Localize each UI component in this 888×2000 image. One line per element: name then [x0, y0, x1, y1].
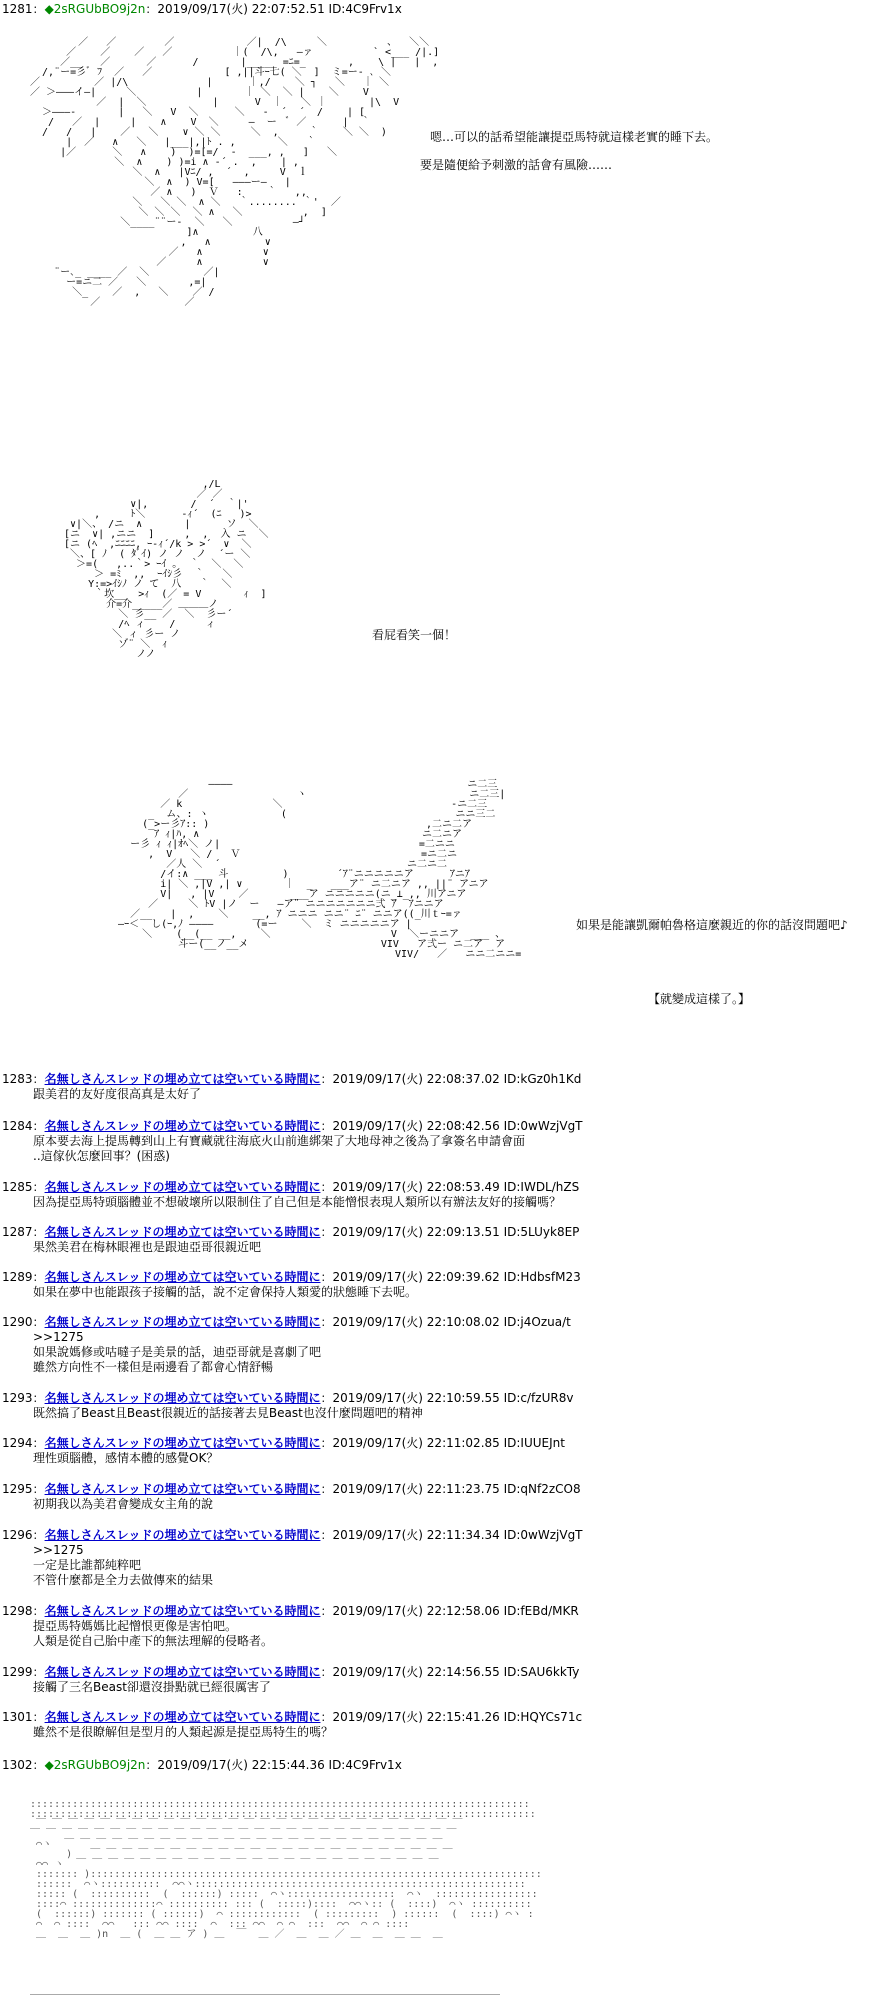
- post-1301: [2, 1710, 882, 1740]
- post-body: 因為提亞馬特頭腦體並不想破壞所以限制住了自己但是本能憎恨表現人類所以有辦法友好的接觸嗎？: [33, 1195, 562, 1209]
- ascii-art-character: ／ ／ ／ ／| /\ ＼ 、 ＼＼ ／ ／ ／ ／ ｜( /\, ―ァ ` <___ /|.] ／__ ／ ／ / |_____ =ﾆ=_ , \ | | , /,¨ー=彡ﾞ ﾌ ／ ／ [ ,||斗ｰ七( ＼ ] ミ=ー- ､ ＼ ／ ／ |/\ | ｜,/ ＼ ┐ ＼ ｜ ＼ ／ ＞―――イ―| ＼ | ｜ ＼ ＼ | ＼ V ／ | ＼ | V ｜ ＼ ｜ |\ V ＞―――- | ＼ V ＼ ＼ - ´ ´ / | [ / ／ | | ∧ V ＼ ― ー ﾞ ／ | ｀ / / | ／ ＼ ∨ ＼ ＼ ＼ , ｀ ＼ ＼ ) | ／ ∧ ＼ |___|,|ﾄ . , ＼ ｀ |／ ＼ ∧ ) )=[=/ - ___, , ] ＼ ＼ ∧ ) )=i ∧ -´ . , | , ＼ ∧ |Vﾆ/ , ´ , V ｌ ＼ ∧ ) V=[ ―――ー― | ／ ∧ ) Ｖ : ｀ ,, ＼ ＼ ＼ ∧ ＼ ｀........ ｀' ／ ＼ ＼ ＼ ＼ ∧ ＼ , ] ＼____¨¨ー- ＼ ＼ ―┘ ]∧ 八 , ∧ ∨ ／ ∧ ∨ ／ ∧ ∨ ¨ー､_ ____ ／ ＼ ／| ー=ニ二 ／ ＼ ,=| ＼_ ／ , ＼ ／ / ／ ／: [30, 37, 440, 308]
- post-number: 1299: [2, 1665, 33, 1679]
- post-number: 1302: [2, 1758, 33, 1772]
- post-header: 1302：◆2sRGUbBO9j2n：2019/09/17(火) 22:15:44.36 ID:4C9Frv1x: [2, 1758, 402, 1772]
- post-header: 1295：名無しさんスレッドの埋め立ては空いている時間に：2019/09/17(火) 22:11:23.75 ID:qNf2zCO8: [2, 1482, 581, 1496]
- post-body: 接觸了三名Beast卻還沒掛點就已經很厲害了: [33, 1680, 271, 1694]
- post-header: 1301：名無しさんスレッドの埋め立ては空いている時間に：2019/09/17(火) 22:15:41.26 ID:HQYCs71c: [2, 1710, 583, 1724]
- post-1290: [2, 1315, 882, 1375]
- ascii-art-explosion: ,/L ／ ／ ∨|, / ´ ｀|' , ﾄ＼ -ｨ´ (ﾆ )> ∨|＼、 /ニ ∧ | ソ ＼ [ニ ∨| ,ニニ ] , , 入 ニ ＼ [ニ (ﾍ ,ﾆﾆﾆﾆ, ｰ-ｨ´/k > >´ ∨ ＼ ＼、[ ﾉ ( ﾀﾞｲ) ノ ノ ノ ´ー ＼ ＞=( ,..｀> ｰｲ ｡ ｀ ＼ ＼ ＞ =ﾐ ,, ｰｲｼ彡 ｀ ＼ Y:=>ｲｼﾉ ノ て 八 ｀ ＼ ｀坎__ >ｨ (／ = V ｨ ] 介=介_____／ ＿＿＿ノ ＼ 彡__ ／ ＼ 彡ー´ /ﾍ ィ / ィ ＼ ィ 彡ー ノ ゾ¨ ＼ ｨ ノノ: [64, 479, 269, 660]
- post-header: 1294：名無しさんスレッドの埋め立ては空いている時間に：2019/09/17(火) 22:11:02.85 ID:IUUEJnt: [2, 1436, 565, 1450]
- post-1283: [2, 1072, 882, 1102]
- author-trip[interactable]: ◆2sRGUbBO9j2n: [44, 2, 146, 16]
- post-1287: [2, 1225, 882, 1255]
- post-meta: ：2019/09/17(火) 22:08:37.02 ID:kGz0h1Kd: [320, 1072, 582, 1086]
- post-1302: [2, 1758, 882, 1773]
- post-body: 如果在夢中也能跟孩子接觸的話，說不定會保持人類愛的狀態睡下去呢。: [33, 1285, 418, 1299]
- post-number: 1289: [2, 1270, 33, 1284]
- post-meta: ：2019/09/17(火) 22:11:02.85 ID:IUUEJnt: [320, 1436, 565, 1450]
- dialogue-line: 要是隨便給予刺激的話會有風險……: [420, 158, 613, 172]
- poster-name[interactable]: 名無しさんスレッドの埋め立ては空いている時間に: [44, 1604, 321, 1618]
- post-number: 1290: [2, 1315, 33, 1329]
- post-header: 1290：名無しさんスレッドの埋め立ては空いている時間に：2019/09/17(火) 22:10:08.02 ID:j4Ozua/t: [2, 1315, 571, 1329]
- post-header: 1299：名無しさんスレッドの埋め立ては空いている時間に：2019/09/17(火) 22:14:56.55 ID:SAU6kkTy: [2, 1665, 580, 1679]
- post-number: 1296: [2, 1528, 33, 1542]
- post-header: 1283：名無しさんスレッドの埋め立ては空いている時間に：2019/09/17(火) 22:08:37.02 ID:kGz0h1Kd: [2, 1072, 582, 1086]
- poster-name[interactable]: 名無しさんスレッドの埋め立ては空いている時間に: [44, 1225, 321, 1239]
- quote-link[interactable]: >>1275: [33, 1330, 84, 1344]
- post-1289: [2, 1270, 882, 1300]
- post-header: 1298：名無しさんスレッドの埋め立ては空いている時間に：2019/09/17(火) 22:12:58.06 ID:fEBd/MKR: [2, 1604, 579, 1618]
- post-1295: [2, 1482, 882, 1512]
- post-number: 1294: [2, 1436, 33, 1450]
- post-meta: ：2019/09/17(火) 22:11:34.34 ID:0wWzjVgT: [320, 1528, 583, 1542]
- post-meta: ：2019/09/17(火) 22:08:53.49 ID:IWDL/hZS: [320, 1180, 580, 1194]
- post-meta: ：2019/09/17(火) 22:14:56.55 ID:SAU6kkTy: [320, 1665, 580, 1679]
- post-1299: [2, 1665, 882, 1695]
- post-1296: [2, 1528, 882, 1588]
- ascii-art-dragon: ―――― ニ二三 ／ ヽ ニ二三| ／ k ＼ -ニ二三 _ ム、: ヽ ( ニニ三二 (_>ー彡ｱ:: ) ,二ニ二ア ｱ ｨ|ﾊ, ∧ ニ二ニア ー彡 ｨ ｨ|ｵﾍ＼ ノ| =二ニニ , V ＼ / Ｖ =ニ二ニ ／人 ＼ ´ ニ二ニ二 /イ:∧ ___ 斗 ) ´ｱ¨ニニニニニア ｱニｱ i| ＼ ,|V ,| ∨ ｜ _ ___ア¨ ニ二ニア ,, ||¨ アニア V| , |V ／ ___ア ニニニニニ(ニ_⊥_,, 川アニア ／ ＼ ﾄV |ノ ー ―ア¨ ニニニニニニニ弍 ｱ ｱニニア ／__ | , ＼ __, ｱ ニニニ ニニ¨ ﾆ¨ ニニア((_川ｔｰ=ァ ―ｰ＜ し(ｰ,ﾉ ―――― (=ー ＼ ミ ニニニニニア | ＼ (__(__ __, ＼ V ＼ーニニア ___ 、 斗ー(__ノ__メ VIV ア弍ー ニ二ア ア VIV/ ／ ニニ二ニニ=: [118, 779, 522, 960]
- post-meta: ：2019/09/17(火) 22:10:08.02 ID:j4Ozua/t: [320, 1315, 571, 1329]
- post-header: 1281：◆2sRGUbBO9j2n：2019/09/17(火) 22:07:52.51 ID:4C9Frv1x: [2, 2, 402, 16]
- post-body: 提亞馬特媽媽比起憎恨更像是害怕吧。 人類是從自己胎中產下的無法理解的侵略者。: [33, 1619, 274, 1648]
- dialogue-line: 嗯…可以的話希望能讓提亞馬特就這樣老實的睡下去。: [430, 130, 719, 144]
- post-meta: ：2019/09/17(火) 22:12:58.06 ID:fEBd/MKR: [320, 1604, 579, 1618]
- post-header: 1285：名無しさんスレッドの埋め立ては空いている時間に：2019/09/17(火) 22:08:53.49 ID:IWDL/hZS: [2, 1180, 580, 1194]
- ascii-art-clouds: ::::::::::::::::::::::::::::::::::::::::::::::::::::::::::::::::::::::::::::::::::: :::::::::::::::::::::::::::::::::::::::::::::::::::::::::::::::::::::::::::::::::::: ￣ ￣ ￣ ￣ ￣ ￣ ￣ ￣ ￣ ￣ ￣ ￣ ￣ ￣ ￣ ￣ ￣ ￣ ￣ ￣ ￣ ￣ ￣ ￣ ￣ ￣ ￣ ￣ ￣ ￣ ￣ ￣ ￣ ￣ ￣ ￣ ￣ ￣ ￣ ￣ ￣ ￣ ￣ ￣ ￣ ￣ ￣ ￣ ￣ ￣ ￣ ￣ ￣ ￣ ⌒ヽ ￣ ￣ ￣ ￣ ￣ ￣ ￣ ￣ ￣ ￣ ￣ ￣ ￣ ￣ ￣ ￣ ￣ ￣ ￣ ￣ ￣ ￣ ￣ ￣ ) ￣ ￣ ￣ ￣ ￣ ￣ ￣ ￣ ￣ ￣ ￣ ￣ ￣ ￣ ￣ ￣ ￣ ￣ ￣ ￣ ￣ ￣ ￣ ⌒⌒ ヽ ￣ ￣ ￣ ￣ ￣ ￣ ￣ ￣ ￣ ￣ ￣ ￣ ￣ ￣ ￣ ￣ ￣ ￣ ￣ ￣ ￣ ￣ ￣ ::::::: )::::::::::::::::::::::::::::::::::::::::::::::::::::::::::::::::::::::::::: :::::: ⌒ヽ:::::::::: ⌒⌒ヽ::::::::::::::::::::::::::::::::::::::::::::::::::::::: ::::: ( :::::::::: ( ::::::) ::::: ⌒ヽ:::::::::::::::::: ⌒ヽ ::::::::::::::::: ::::⌒ ::::::::::::::⌒ :::::::::: ::: ( :::::):::: ⌒⌒ヽ:: ( ::::) ⌒ヽ :::::::::: ( ::::::) ::::::: ( ::::::) ⌒ :::::::::::: ( ::::::::: ) :::::: ( ::::) ⌒ヽ : ⌒ ⌒ :::: ⌒⌒ ::: ⌒⌒ :::: ⌒ ::: ⌒⌒ ⌒ ⌒ ::: ⌒⌒ ⌒ ⌒ :::: ＿ ＿ ＿ )n ＿ ( ＿ ＿ ア ) ＿ ￣ ＿ ／ ＿ ＿ ／ ＿ ＿ ＿ ＿ ＿: [30, 1799, 542, 1940]
- poster-name[interactable]: 名無しさんスレッドの埋め立ては空いている時間に: [44, 1528, 321, 1542]
- post-body: >>1275 如果說媽修或咕噠子是美景的話，迪亞哥就是喜劇了吧 雖然方向性不一樣但是兩邊看了都會心情舒暢: [2, 1330, 882, 1375]
- post-header: 1293：名無しさんスレッドの埋め立ては空いている時間に：2019/09/17(火) 22:10:59.55 ID:c/fzUR8v: [2, 1391, 574, 1405]
- post-1281: [2, 2, 882, 17]
- dialogue-line: 【就變成這樣了。】: [648, 992, 751, 1006]
- post-meta: ：2019/09/17(火) 22:07:52.51 ID:4C9Frv1x: [145, 2, 402, 16]
- post-number: 1301: [2, 1710, 33, 1724]
- post-body: 初期我以為美君會變成女主角的說: [33, 1497, 214, 1511]
- post-number: 1284: [2, 1119, 33, 1133]
- poster-name[interactable]: 名無しさんスレッドの埋め立ては空いている時間に: [44, 1665, 321, 1679]
- post-number: 1281: [2, 2, 33, 16]
- post-meta: ：2019/09/17(火) 22:11:23.75 ID:qNf2zCO8: [320, 1482, 581, 1496]
- post-meta: ：2019/09/17(火) 22:09:39.62 ID:HdbsfM23: [320, 1270, 581, 1284]
- post-header: 1289：名無しさんスレッドの埋め立ては空いている時間に：2019/09/17(火) 22:09:39.62 ID:HdbsfM23: [2, 1270, 581, 1284]
- post-header: 1287：名無しさんスレッドの埋め立ては空いている時間に：2019/09/17(火) 22:09:13.51 ID:5LUyk8EP: [2, 1225, 580, 1239]
- post-number: 1285: [2, 1180, 33, 1194]
- post-1294: [2, 1436, 882, 1466]
- poster-name[interactable]: 名無しさんスレッドの埋め立ては空いている時間に: [44, 1436, 321, 1450]
- poster-name[interactable]: 名無しさんスレッドの埋め立ては空いている時間に: [44, 1710, 321, 1724]
- post-1285: [2, 1180, 882, 1210]
- post-number: 1295: [2, 1482, 33, 1496]
- art-baseline: [30, 1994, 500, 1995]
- post-1284: [2, 1119, 882, 1164]
- author-trip[interactable]: ◆2sRGUbBO9j2n: [44, 1758, 146, 1772]
- post-body: 理性頭腦體，感情本體的感覺OK？: [33, 1451, 219, 1465]
- poster-name[interactable]: 名無しさんスレッドの埋め立ては空いている時間に: [44, 1482, 321, 1496]
- post-header: 1284：名無しさんスレッドの埋め立ては空いている時間に：2019/09/17(火) 22:08:42.56 ID:0wWzjVgT: [2, 1119, 583, 1133]
- post-1298: [2, 1604, 882, 1649]
- poster-name[interactable]: 名無しさんスレッドの埋め立ては空いている時間に: [44, 1391, 321, 1405]
- poster-name[interactable]: 名無しさんスレッドの埋め立ては空いている時間に: [44, 1119, 321, 1133]
- dialogue-line: 看屁看笑一個！: [372, 628, 457, 642]
- poster-name[interactable]: 名無しさんスレッドの埋め立ては空いている時間に: [44, 1180, 321, 1194]
- post-meta: ：2019/09/17(火) 22:15:44.36 ID:4C9Frv1x: [145, 1758, 402, 1772]
- dialogue-line: 如果是能讓凱爾帕魯格這麼親近的你的話沒問題吧♪: [576, 918, 848, 932]
- quote-link[interactable]: >>1275: [33, 1543, 84, 1557]
- post-body: 雖然不是很瞭解但是型月的人類起源是提亞馬特生的嗎？: [33, 1725, 334, 1739]
- post-meta: ：2019/09/17(火) 22:08:42.56 ID:0wWzjVgT: [320, 1119, 583, 1133]
- poster-name[interactable]: 名無しさんスレッドの埋め立ては空いている時間に: [44, 1315, 321, 1329]
- post-number: 1283: [2, 1072, 33, 1086]
- post-header: 1296：名無しさんスレッドの埋め立ては空いている時間に：2019/09/17(火) 22:11:34.34 ID:0wWzjVgT: [2, 1528, 583, 1542]
- post-meta: ：2019/09/17(火) 22:09:13.51 ID:5LUyk8EP: [320, 1225, 580, 1239]
- post-number: 1298: [2, 1604, 33, 1618]
- post-body: 果然美君在梅林眼裡也是跟迪亞哥很親近吧: [33, 1240, 262, 1254]
- post-1293: [2, 1391, 882, 1421]
- post-meta: ：2019/09/17(火) 22:15:41.26 ID:HQYCs71c: [320, 1710, 583, 1724]
- post-number: 1287: [2, 1225, 33, 1239]
- post-number: 1293: [2, 1391, 33, 1405]
- post-body: >>1275 一定是比誰都純粹吧 不管什麼都是全力去做傳來的結果: [2, 1543, 882, 1588]
- poster-name[interactable]: 名無しさんスレッドの埋め立ては空いている時間に: [44, 1270, 321, 1284]
- post-meta: ：2019/09/17(火) 22:10:59.55 ID:c/fzUR8v: [320, 1391, 574, 1405]
- post-body: 跟美君的友好度很高真是太好了: [33, 1087, 202, 1101]
- post-body: 既然搞了Beast且Beast很親近的話接著去見Beast也沒什麼問題吧的精神: [33, 1406, 423, 1420]
- post-body: 原本要去海上提馬轉到山上有寶藏就往海底火山前進綁架了大地母神之後為了拿簽名申請會面 ..這傢伙怎麼回事？(困惑): [33, 1134, 526, 1163]
- poster-name[interactable]: 名無しさんスレッドの埋め立ては空いている時間に: [44, 1072, 321, 1086]
